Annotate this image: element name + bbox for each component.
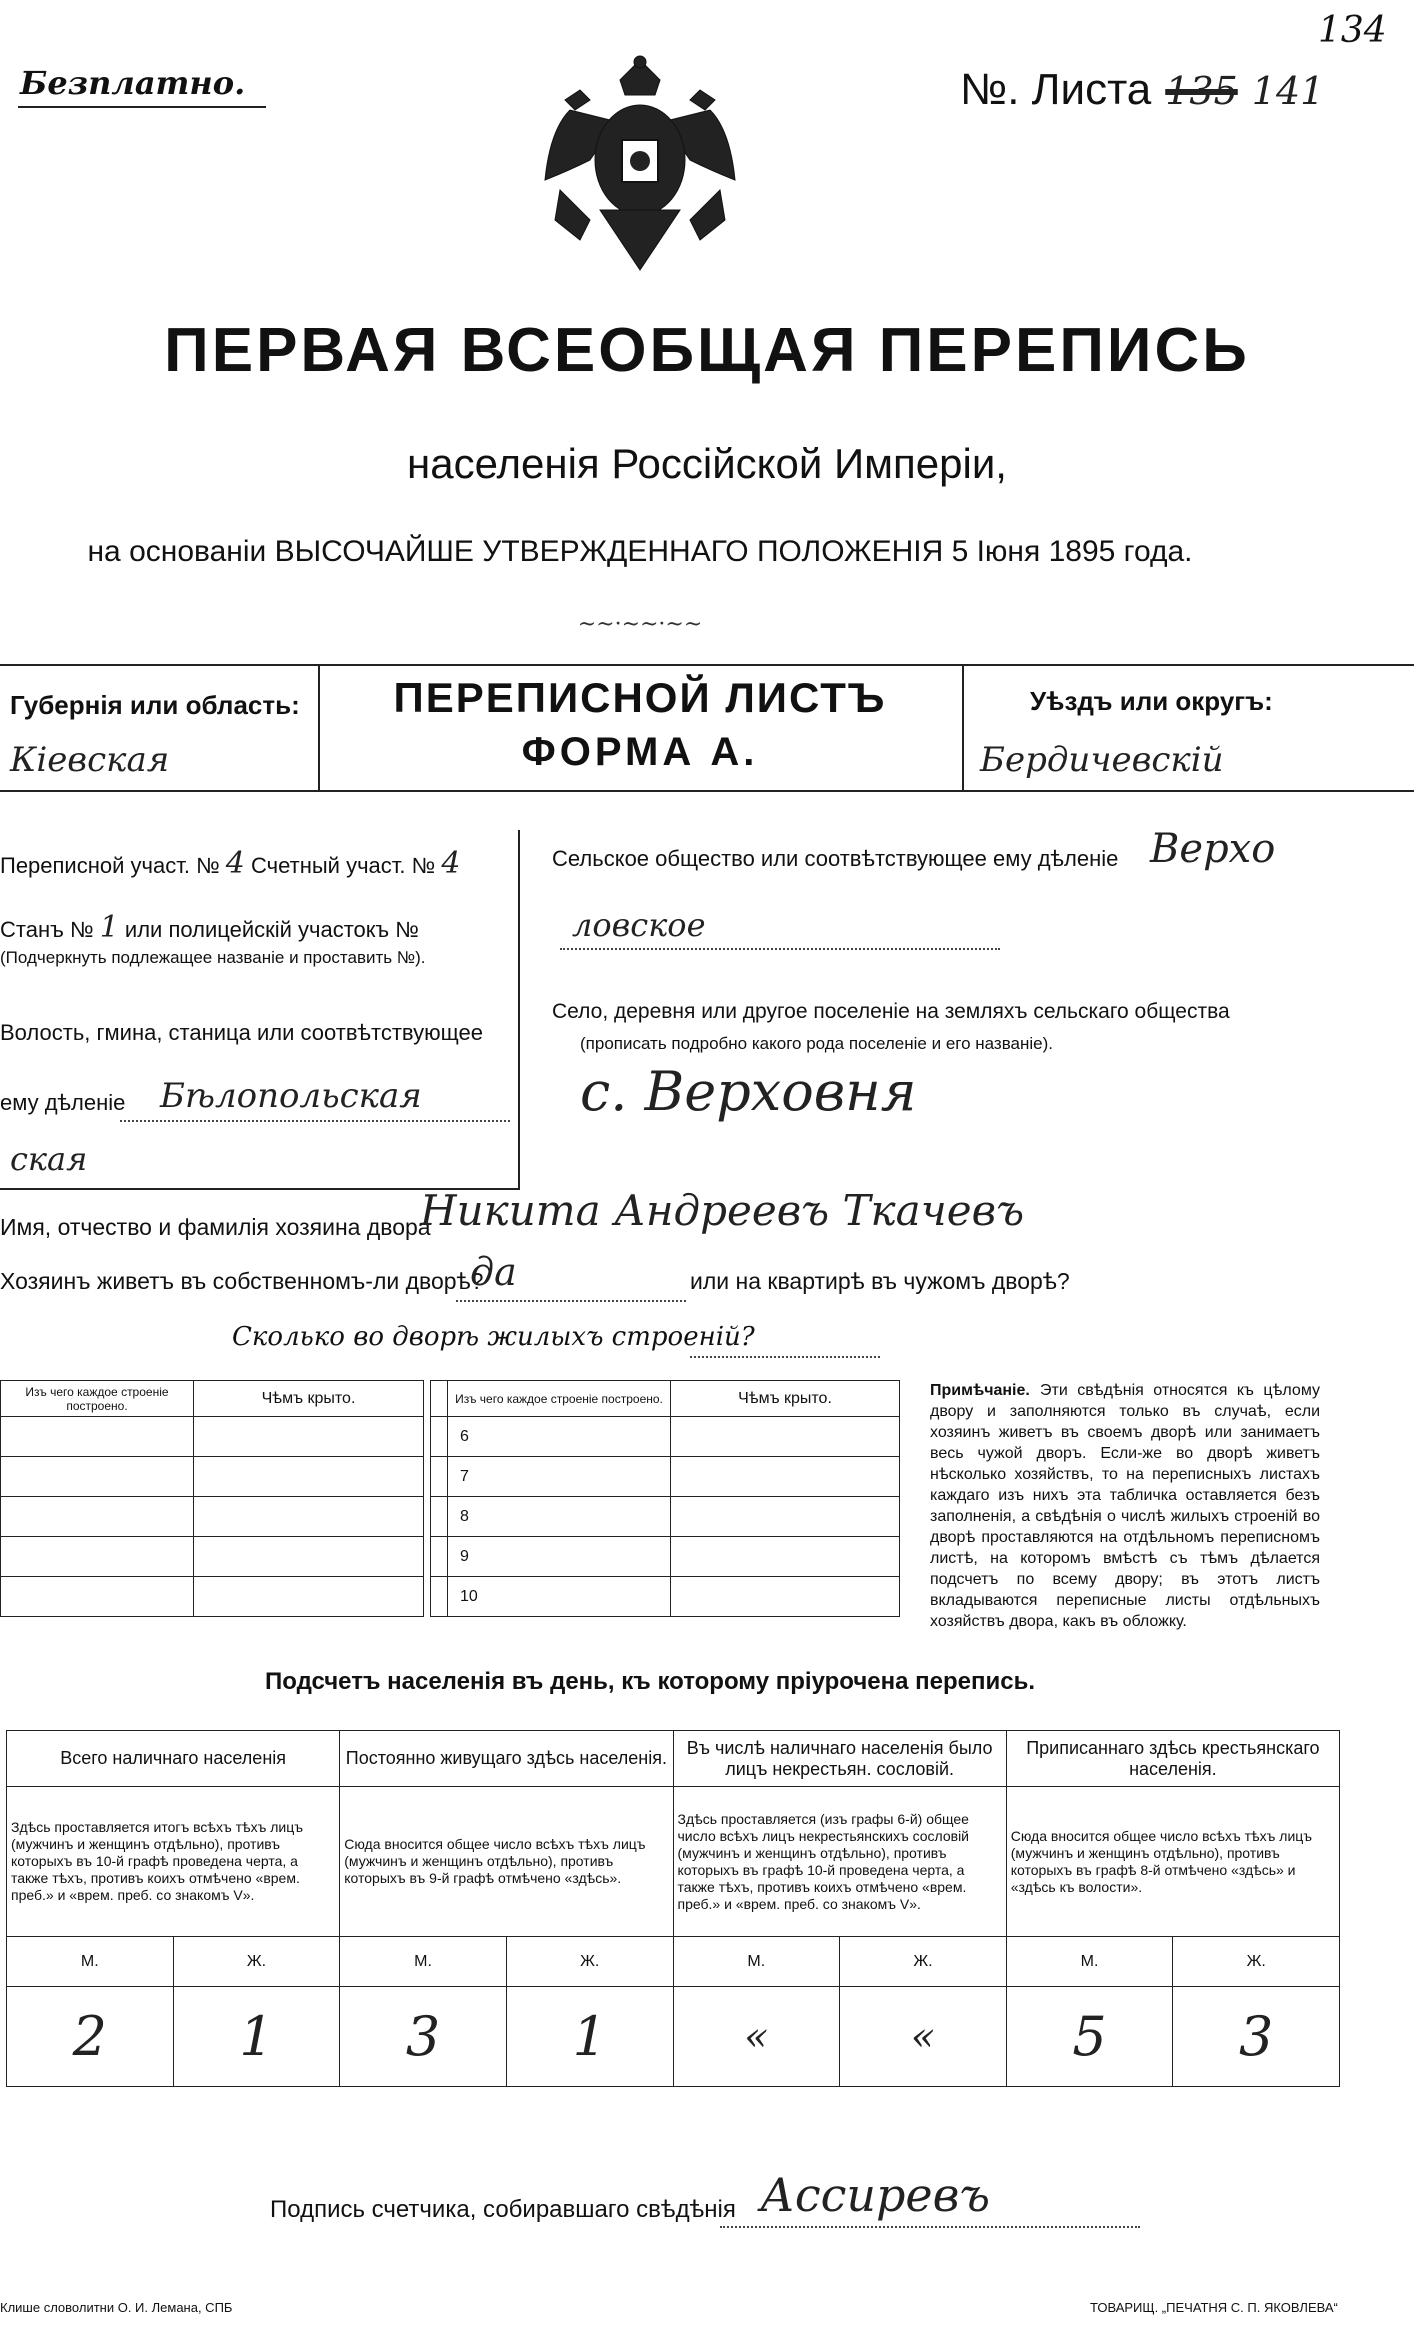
stan-row: Станъ № 1 или полицейскій участокъ № [0, 910, 419, 945]
pop-f-label: Ж. [506, 1937, 673, 1987]
col-material-header: Изъ чего каждое строеніе построено. [1, 1381, 194, 1417]
ornament: ~~·~~·~~ [577, 612, 703, 637]
pop-f-label: Ж. [1173, 1937, 1340, 1987]
note-text: Эти свѣдѣнія относятся къ цѣлому двору и заполняются только въ случаѣ, если хозяинъ живетъ въ своемъ дворѣ или занимаетъ весь чужой дворъ. Если-же во дворѣ живетъ нѣсколько хозяйствъ, то на переписныхъ листахъ каждаго изъ нихъ эта табличка оставляется безъ заполненія, а свѣдѣнія о числѣ жилыхъ строеній во дворѣ проставляются на отдѣльномъ переписномъ листѣ, на которомъ вмѣстѣ съ тѣмъ дѣлается подсчетъ по всему двору; въ этотъ листъ вкладываются переписные листы отдѣльныхъ хозяйствъ двора, какъ въ обложку. [930, 1382, 1320, 1630]
pop-col-1-f: 1 [173, 1987, 340, 2087]
pop-col-1-desc: Здѣсь проставляется итогъ всѣхъ тѣхъ лицъ (мужчинъ и женщинъ отдѣльно), противъ которыхъ въ 10-й графѣ проведена черта, а также тѣхъ, противъ коихъ отмѣчено «врем. преб.» и «врем. преб. со знакомъ V». [7, 1787, 340, 1937]
volost-label: Волость, гмина, станица или соотвѣтствующее [0, 1020, 483, 1045]
stan-value: 1 [99, 910, 119, 945]
police-note: (Подчеркнуть подлежащее названіе и проставить №). [0, 948, 426, 967]
village-value: с. Верховня [580, 1060, 917, 1123]
pop-col-3-desc: Здѣсь проставляется (изъ графы 6-й) общее число всѣхъ лицъ некрестьянскихъ сословій (мужчинъ и женщинъ отдѣльно), противъ которыхъ въ графѣ 10-й проведена черта, а также тѣхъ, противъ коихъ отмѣчено «врем. преб.» и «врем. преб. со знакомъ V». [673, 1787, 1006, 1937]
table-row [1, 1417, 194, 1457]
volost-value: Бѣлопольская [160, 1076, 422, 1116]
own-yard-value: да [470, 1250, 517, 1294]
society-label: Сельское общество или соотвѣтствующее ему дѣленіе [552, 846, 1119, 871]
province-label: Губернія или область: [10, 690, 300, 720]
own-yard-label: Хозяинъ живетъ въ собственномъ-ли дворѣ? [0, 1268, 484, 1294]
sheet-no-value: 141 [1251, 69, 1325, 113]
pop-col-2-desc: Сюда вносится общее число всѣхъ тѣхъ лицъ (мужчинъ и женщинъ отдѣльно), противъ которыхъ въ 9-й графѣ отмѣчено «здѣсь». [340, 1787, 673, 1937]
form-title: ФОРМА А. [521, 730, 759, 774]
pop-col-2-header: Постоянно живущаго здѣсь населенія. [340, 1731, 673, 1787]
pop-m-label: М. [1006, 1937, 1173, 1987]
table-row [1, 1497, 194, 1537]
table-row-8: 8 [448, 1497, 671, 1537]
village-note: (прописать подробно какого рода поселеніе и его названіе). [580, 1034, 1054, 1053]
coat-of-arms-icon [530, 50, 750, 280]
table-row-10: 10 [448, 1577, 671, 1617]
pop-col-2-m: 3 [340, 1987, 507, 2087]
main-title: ПЕРВАЯ ВСЕОБЩАЯ ПЕРЕПИСЬ [164, 316, 1250, 385]
population-heading: Подсчетъ населенія въ день, къ которому пріурочена перепись. [265, 1668, 1035, 1695]
pop-m-label: М. [673, 1937, 840, 1987]
province-value: Кіевская [10, 740, 170, 780]
signature-value: Ассиревъ [760, 2168, 991, 2222]
subtitle: населенія Россійской Имперіи, [407, 440, 1007, 487]
col-material-header-2: Изъ чего каждое строеніе построено. [448, 1381, 671, 1417]
sheet-no-label: №. Листа [960, 65, 1152, 114]
free-label: Безплатно. [20, 64, 246, 102]
sheet-number [960, 64, 1324, 115]
pop-col-4-header: Приписаннаго здѣсь крестьянскаго населенія. [1006, 1731, 1339, 1787]
society-value2: ловское [572, 906, 706, 944]
pop-m-label: М. [340, 1937, 507, 1987]
pop-col-4-m: 5 [1006, 1987, 1173, 2087]
count-area-value: 4 [441, 846, 461, 881]
table-row-7: 7 [448, 1457, 671, 1497]
basis-line: на основаніи ВЫСОЧАЙШЕ УТВЕРЖДЕННАГО ПОЛОЖЕНІЯ 5 Іюня 1895 года. [87, 535, 1193, 568]
population-table [6, 1730, 1340, 2087]
pop-col-2-f: 1 [506, 1987, 673, 2087]
pop-col-1-header: Всего наличнаго населенія [7, 1731, 340, 1787]
district-label: Уѣздъ или округъ: [1030, 686, 1273, 716]
col-roof-header: Чѣмъ крыто. [194, 1381, 424, 1417]
owner-name-value: Никита Андреевъ Ткачевъ [420, 1186, 1025, 1235]
pop-col-3-f: « [840, 1987, 1007, 2087]
table-row-6: 6 [448, 1417, 671, 1457]
sheet-no-struck: 135 [1165, 69, 1238, 113]
table-row [1, 1577, 194, 1617]
volost-value2: ская [10, 1140, 88, 1178]
note-block [930, 1380, 1320, 1632]
sheet-title: ПЕРЕПИСНОЙ ЛИСТЪ [393, 674, 887, 721]
archive-number: 134 [1318, 10, 1387, 51]
owner-name-label: Имя, отчество и фамилія хозяина двора [0, 1214, 431, 1240]
table-row [1, 1537, 194, 1577]
society-value: Верхо [1150, 826, 1276, 872]
census-area: Переписной участ. № 4 Счетный участ. № 4 [0, 846, 461, 881]
pop-col-4-desc: Сюда вносится общее число всѣхъ тѣхъ лицъ (мужчинъ и женщинъ отдѣльно), противъ которыхъ въ графѣ 8-й отмѣчено «здѣсь» и «здѣсь къ волости». [1006, 1787, 1339, 1937]
pop-col-3-header: Въ числѣ наличнаго населенія было лицъ некрестьян. сословій. [673, 1731, 1006, 1787]
signature-label: Подпись счетчика, собиравшаго свѣдѣнія [270, 2196, 736, 2223]
note-title: Примѣчаніе. [930, 1382, 1030, 1399]
pop-m-label: М. [7, 1937, 174, 1987]
pop-col-3-m: « [673, 1987, 840, 2087]
buildings-table-left [0, 1380, 424, 1617]
footer-left: Клише словолитни О. И. Лемана, СПБ [0, 2300, 233, 2315]
census-area-value: 4 [225, 846, 245, 881]
buildings-table-right [430, 1380, 900, 1617]
footer-right: ТОВАРИЩ. „ПЕЧАТНЯ С. П. ЯКОВЛЕВА“ [1090, 2300, 1338, 2315]
buildings-label: Сколько во дворѣ жилыхъ строеній? [232, 1322, 755, 1352]
village-label: Село, деревня или другое поселеніе на земляхъ сельскаго общества [552, 1000, 1230, 1023]
pop-f-label: Ж. [840, 1937, 1007, 1987]
table-row-9: 9 [448, 1537, 671, 1577]
pop-col-1-m: 2 [7, 1987, 174, 2087]
pop-col-4-f: 3 [1173, 1987, 1340, 2087]
pop-f-label: Ж. [173, 1937, 340, 1987]
volost-label2: ему дѣленіе [0, 1090, 126, 1115]
district-value: Бердичевскій [980, 740, 1224, 780]
col-roof-header-2: Чѣмъ крыто. [671, 1381, 900, 1417]
table-row [1, 1457, 194, 1497]
rented-label: или на квартирѣ въ чужомъ дворѣ? [690, 1268, 1070, 1294]
